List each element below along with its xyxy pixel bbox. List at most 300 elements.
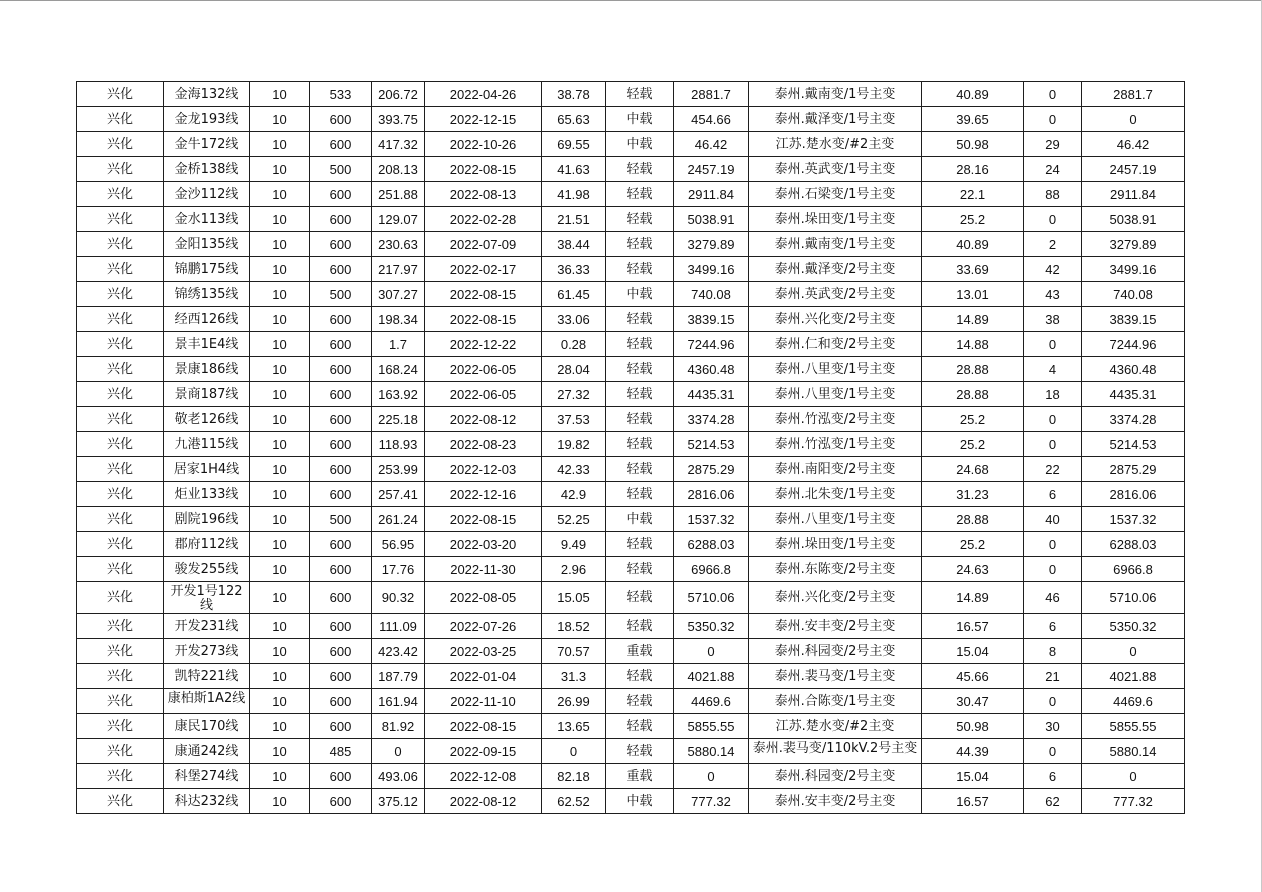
- date-cell: 2022-12-15: [425, 107, 542, 132]
- count-cell: 18: [1024, 382, 1082, 407]
- table-row: [77, 232, 1185, 257]
- capacity-cell: 600: [310, 257, 372, 282]
- line-name-cell: 骏发255线: [164, 557, 250, 582]
- line-name-cell: 金海132线: [164, 82, 250, 107]
- available-capacity-cell: 6966.8: [1082, 557, 1185, 582]
- table-row: [77, 332, 1185, 357]
- region-cell: 兴化: [77, 307, 164, 332]
- transformer-load-cell: 14.89: [922, 582, 1024, 614]
- transformer-load-cell: 14.88: [922, 332, 1024, 357]
- table-row: [77, 257, 1185, 282]
- date-cell: 2022-08-15: [425, 507, 542, 532]
- voltage-cell: 10: [250, 107, 310, 132]
- line-name-cell: 敬老126线: [164, 407, 250, 432]
- count-cell: 0: [1024, 207, 1082, 232]
- count-cell: 4: [1024, 357, 1082, 382]
- available-capacity-cell: 5350.32: [1082, 614, 1185, 639]
- load-rate-cell: 21.51: [542, 207, 606, 232]
- transformer-load-cell: 14.89: [922, 307, 1024, 332]
- region-cell: 兴化: [77, 432, 164, 457]
- margin-cell: 5350.32: [674, 614, 749, 639]
- region-cell: 兴化: [77, 639, 164, 664]
- table-row: [77, 307, 1185, 332]
- load-status-cell: 轻载: [606, 232, 674, 257]
- available-capacity-cell: 777.32: [1082, 789, 1185, 814]
- margin-cell: 4360.48: [674, 357, 749, 382]
- transformer-cell: 泰州.裴马变/110kV.2号主变: [749, 739, 922, 764]
- date-cell: 2022-09-15: [425, 739, 542, 764]
- capacity-cell: 500: [310, 282, 372, 307]
- count-cell: 2: [1024, 232, 1082, 257]
- date-cell: 2022-11-10: [425, 689, 542, 714]
- date-cell: 2022-03-25: [425, 639, 542, 664]
- margin-cell: 1537.32: [674, 507, 749, 532]
- table-row: [77, 82, 1185, 107]
- count-cell: 42: [1024, 257, 1082, 282]
- table-row: [77, 714, 1185, 739]
- region-cell: 兴化: [77, 82, 164, 107]
- region-cell: 兴化: [77, 382, 164, 407]
- load-rate-cell: 52.25: [542, 507, 606, 532]
- available-capacity-cell: 5710.06: [1082, 582, 1185, 614]
- load-cell: 493.06: [372, 764, 425, 789]
- load-status-cell: 轻载: [606, 582, 674, 614]
- load-cell: 206.72: [372, 82, 425, 107]
- region-cell: 兴化: [77, 582, 164, 614]
- line-name-cell: 金阳135线: [164, 232, 250, 257]
- load-status-cell: 中载: [606, 789, 674, 814]
- load-cell: 230.63: [372, 232, 425, 257]
- load-rate-cell: 18.52: [542, 614, 606, 639]
- voltage-cell: 10: [250, 639, 310, 664]
- load-rate-cell: 27.32: [542, 382, 606, 407]
- load-cell: 163.92: [372, 382, 425, 407]
- capacity-cell: 485: [310, 739, 372, 764]
- line-name-cell: 锦鹏175线: [164, 257, 250, 282]
- available-capacity-cell: 4021.88: [1082, 664, 1185, 689]
- date-cell: 2022-02-17: [425, 257, 542, 282]
- transformer-load-cell: 15.04: [922, 764, 1024, 789]
- voltage-cell: 10: [250, 257, 310, 282]
- load-cell: 0: [372, 739, 425, 764]
- date-cell: 2022-12-22: [425, 332, 542, 357]
- capacity-cell: 600: [310, 232, 372, 257]
- available-capacity-cell: 1537.32: [1082, 507, 1185, 532]
- load-status-cell: 轻载: [606, 82, 674, 107]
- voltage-cell: 10: [250, 582, 310, 614]
- load-status-cell: 轻载: [606, 482, 674, 507]
- margin-cell: 4469.6: [674, 689, 749, 714]
- date-cell: 2022-12-16: [425, 482, 542, 507]
- table-row: [77, 432, 1185, 457]
- load-status-cell: 轻载: [606, 532, 674, 557]
- load-rate-cell: 42.33: [542, 457, 606, 482]
- available-capacity-cell: 5214.53: [1082, 432, 1185, 457]
- capacity-cell: 600: [310, 307, 372, 332]
- region-cell: 兴化: [77, 764, 164, 789]
- load-rate-cell: 41.98: [542, 182, 606, 207]
- transformer-cell: 泰州.兴化变/2号主变: [749, 582, 922, 614]
- transformer-cell: 泰州.英武变/1号主变: [749, 157, 922, 182]
- count-cell: 30: [1024, 714, 1082, 739]
- load-status-cell: 重载: [606, 639, 674, 664]
- region-cell: 兴化: [77, 507, 164, 532]
- voltage-cell: 10: [250, 789, 310, 814]
- load-status-cell: 轻载: [606, 739, 674, 764]
- capacity-cell: 600: [310, 714, 372, 739]
- load-status-cell: 中载: [606, 132, 674, 157]
- load-rate-cell: 26.99: [542, 689, 606, 714]
- line-name-cell: 金牛172线: [164, 132, 250, 157]
- load-rate-cell: 28.04: [542, 357, 606, 382]
- count-cell: 8: [1024, 639, 1082, 664]
- available-capacity-cell: 3374.28: [1082, 407, 1185, 432]
- transformer-load-cell: 44.39: [922, 739, 1024, 764]
- transformer-cell: 泰州.北朱变/1号主变: [749, 482, 922, 507]
- load-cell: 208.13: [372, 157, 425, 182]
- count-cell: 62: [1024, 789, 1082, 814]
- available-capacity-cell: 3279.89: [1082, 232, 1185, 257]
- transformer-cell: 泰州.东陈变/2号主变: [749, 557, 922, 582]
- table-body: [77, 82, 1185, 814]
- date-cell: 2022-08-15: [425, 714, 542, 739]
- load-rate-cell: 42.9: [542, 482, 606, 507]
- margin-cell: 4435.31: [674, 382, 749, 407]
- transformer-cell: 泰州.八里变/1号主变: [749, 382, 922, 407]
- voltage-cell: 10: [250, 482, 310, 507]
- margin-cell: 2875.29: [674, 457, 749, 482]
- table-row: [77, 382, 1185, 407]
- load-rate-cell: 61.45: [542, 282, 606, 307]
- voltage-cell: 10: [250, 307, 310, 332]
- capacity-cell: 600: [310, 107, 372, 132]
- capacity-cell: 600: [310, 207, 372, 232]
- date-cell: 2022-10-26: [425, 132, 542, 157]
- voltage-cell: 10: [250, 432, 310, 457]
- line-name-cell: 凯特221线: [164, 664, 250, 689]
- table-row: [77, 557, 1185, 582]
- capacity-cell: 500: [310, 157, 372, 182]
- transformer-cell: 泰州.竹泓变/1号主变: [749, 432, 922, 457]
- transformer-load-cell: 28.88: [922, 507, 1024, 532]
- transformer-load-cell: 16.57: [922, 789, 1024, 814]
- transformer-cell: 泰州.裴马变/1号主变: [749, 664, 922, 689]
- load-status-cell: 轻载: [606, 714, 674, 739]
- transformer-load-cell: 28.88: [922, 357, 1024, 382]
- table-row: [77, 407, 1185, 432]
- table-row: [77, 157, 1185, 182]
- load-rate-cell: 38.44: [542, 232, 606, 257]
- line-name-cell: 景康186线: [164, 357, 250, 382]
- margin-cell: 5710.06: [674, 582, 749, 614]
- voltage-cell: 10: [250, 207, 310, 232]
- load-cell: 111.09: [372, 614, 425, 639]
- capacity-cell: 600: [310, 664, 372, 689]
- region-cell: 兴化: [77, 482, 164, 507]
- load-rate-cell: 82.18: [542, 764, 606, 789]
- table-row: [77, 507, 1185, 532]
- available-capacity-cell: 5038.91: [1082, 207, 1185, 232]
- available-capacity-cell: 46.42: [1082, 132, 1185, 157]
- load-status-cell: 轻载: [606, 257, 674, 282]
- available-capacity-cell: 5880.14: [1082, 739, 1185, 764]
- count-cell: 0: [1024, 739, 1082, 764]
- transformer-load-cell: 24.63: [922, 557, 1024, 582]
- voltage-cell: 10: [250, 507, 310, 532]
- margin-cell: 777.32: [674, 789, 749, 814]
- region-cell: 兴化: [77, 714, 164, 739]
- date-cell: 2022-03-20: [425, 532, 542, 557]
- load-cell: 118.93: [372, 432, 425, 457]
- line-name-cell: 金沙112线: [164, 182, 250, 207]
- line-name-cell: 科堡274线: [164, 764, 250, 789]
- load-rate-cell: 37.53: [542, 407, 606, 432]
- table-row: [77, 582, 1185, 614]
- count-cell: 0: [1024, 332, 1082, 357]
- date-cell: 2022-08-15: [425, 307, 542, 332]
- voltage-cell: 10: [250, 282, 310, 307]
- transformer-load-cell: 50.98: [922, 132, 1024, 157]
- capacity-cell: 600: [310, 482, 372, 507]
- line-name-cell: 开发231线: [164, 614, 250, 639]
- line-name-cell: 金桥138线: [164, 157, 250, 182]
- transformer-cell: 泰州.科园变/2号主变: [749, 764, 922, 789]
- load-status-cell: 轻载: [606, 557, 674, 582]
- load-rate-cell: 36.33: [542, 257, 606, 282]
- load-cell: 1.7: [372, 332, 425, 357]
- capacity-cell: 600: [310, 132, 372, 157]
- load-status-cell: 中载: [606, 107, 674, 132]
- load-cell: 423.42: [372, 639, 425, 664]
- available-capacity-cell: 0: [1082, 764, 1185, 789]
- region-cell: 兴化: [77, 357, 164, 382]
- count-cell: 6: [1024, 764, 1082, 789]
- capacity-cell: 533: [310, 82, 372, 107]
- table-row: [77, 107, 1185, 132]
- date-cell: 2022-04-26: [425, 82, 542, 107]
- available-capacity-cell: 0: [1082, 639, 1185, 664]
- date-cell: 2022-06-05: [425, 382, 542, 407]
- count-cell: 40: [1024, 507, 1082, 532]
- date-cell: 2022-08-15: [425, 157, 542, 182]
- count-cell: 6: [1024, 614, 1082, 639]
- line-name-cell: 康通242线: [164, 739, 250, 764]
- available-capacity-cell: 740.08: [1082, 282, 1185, 307]
- region-cell: 兴化: [77, 532, 164, 557]
- load-rate-cell: 69.55: [542, 132, 606, 157]
- margin-cell: 46.42: [674, 132, 749, 157]
- count-cell: 6: [1024, 482, 1082, 507]
- line-name-cell: 金龙193线: [164, 107, 250, 132]
- count-cell: 22: [1024, 457, 1082, 482]
- voltage-cell: 10: [250, 132, 310, 157]
- load-cell: 217.97: [372, 257, 425, 282]
- transformer-cell: 泰州.安丰变/2号主变: [749, 789, 922, 814]
- load-cell: 81.92: [372, 714, 425, 739]
- transformer-load-cell: 40.89: [922, 82, 1024, 107]
- line-name-cell: 金水113线: [164, 207, 250, 232]
- load-status-cell: 重载: [606, 764, 674, 789]
- margin-cell: 5214.53: [674, 432, 749, 457]
- load-status-cell: 轻载: [606, 614, 674, 639]
- load-status-cell: 轻载: [606, 457, 674, 482]
- margin-cell: 3374.28: [674, 407, 749, 432]
- load-rate-cell: 0.28: [542, 332, 606, 357]
- load-rate-cell: 70.57: [542, 639, 606, 664]
- load-rate-cell: 65.63: [542, 107, 606, 132]
- available-capacity-cell: 3499.16: [1082, 257, 1185, 282]
- region-cell: 兴化: [77, 182, 164, 207]
- load-status-cell: 轻载: [606, 432, 674, 457]
- voltage-cell: 10: [250, 457, 310, 482]
- region-cell: 兴化: [77, 282, 164, 307]
- feeder-load-table: [76, 81, 1185, 814]
- region-cell: 兴化: [77, 739, 164, 764]
- available-capacity-cell: 6288.03: [1082, 532, 1185, 557]
- margin-cell: 740.08: [674, 282, 749, 307]
- date-cell: 2022-07-09: [425, 232, 542, 257]
- date-cell: 2022-12-08: [425, 764, 542, 789]
- transformer-cell: 泰州.石梁变/1号主变: [749, 182, 922, 207]
- load-rate-cell: 62.52: [542, 789, 606, 814]
- capacity-cell: 600: [310, 532, 372, 557]
- capacity-cell: 600: [310, 382, 372, 407]
- line-name-cell: 科达232线: [164, 789, 250, 814]
- transformer-cell: 泰州.科园变/2号主变: [749, 639, 922, 664]
- region-cell: 兴化: [77, 557, 164, 582]
- load-cell: 417.32: [372, 132, 425, 157]
- voltage-cell: 10: [250, 614, 310, 639]
- margin-cell: 5855.55: [674, 714, 749, 739]
- region-cell: 兴化: [77, 457, 164, 482]
- date-cell: 2022-11-30: [425, 557, 542, 582]
- load-cell: 161.94: [372, 689, 425, 714]
- transformer-load-cell: 24.68: [922, 457, 1024, 482]
- transformer-load-cell: 13.01: [922, 282, 1024, 307]
- transformer-load-cell: 30.47: [922, 689, 1024, 714]
- load-status-cell: 中载: [606, 507, 674, 532]
- transformer-cell: 泰州.八里变/1号主变: [749, 507, 922, 532]
- region-cell: 兴化: [77, 332, 164, 357]
- transformer-cell: 泰州.兴化变/2号主变: [749, 307, 922, 332]
- count-cell: 0: [1024, 82, 1082, 107]
- count-cell: 24: [1024, 157, 1082, 182]
- region-cell: 兴化: [77, 664, 164, 689]
- load-rate-cell: 19.82: [542, 432, 606, 457]
- table-row: [77, 664, 1185, 689]
- date-cell: 2022-08-15: [425, 282, 542, 307]
- region-cell: 兴化: [77, 132, 164, 157]
- transformer-cell: 泰州.戴泽变/2号主变: [749, 257, 922, 282]
- table-row: [77, 689, 1185, 714]
- table-row: [77, 639, 1185, 664]
- transformer-cell: 泰州.合陈变/1号主变: [749, 689, 922, 714]
- line-name-cell: 郡府112线: [164, 532, 250, 557]
- transformer-load-cell: 25.2: [922, 207, 1024, 232]
- load-cell: 56.95: [372, 532, 425, 557]
- transformer-cell: 江苏.楚水变/#2主变: [749, 714, 922, 739]
- voltage-cell: 10: [250, 664, 310, 689]
- date-cell: 2022-08-23: [425, 432, 542, 457]
- line-name-cell: 开发1号122线: [164, 582, 250, 614]
- count-cell: 88: [1024, 182, 1082, 207]
- load-rate-cell: 15.05: [542, 582, 606, 614]
- capacity-cell: 600: [310, 614, 372, 639]
- load-cell: 129.07: [372, 207, 425, 232]
- voltage-cell: 10: [250, 714, 310, 739]
- load-rate-cell: 33.06: [542, 307, 606, 332]
- transformer-load-cell: 45.66: [922, 664, 1024, 689]
- transformer-load-cell: 25.2: [922, 532, 1024, 557]
- date-cell: 2022-08-13: [425, 182, 542, 207]
- margin-cell: 5038.91: [674, 207, 749, 232]
- table-row: [77, 614, 1185, 639]
- table-row: [77, 282, 1185, 307]
- transformer-load-cell: 28.16: [922, 157, 1024, 182]
- table-row: [77, 207, 1185, 232]
- line-name-cell: 康柏斯1A2线: [164, 689, 250, 714]
- line-name-cell: 景商187线: [164, 382, 250, 407]
- transformer-load-cell: 16.57: [922, 614, 1024, 639]
- margin-cell: 4021.88: [674, 664, 749, 689]
- load-cell: 198.34: [372, 307, 425, 332]
- voltage-cell: 10: [250, 689, 310, 714]
- transformer-load-cell: 15.04: [922, 639, 1024, 664]
- date-cell: 2022-08-12: [425, 789, 542, 814]
- transformer-cell: 泰州.仁和变/2号主变: [749, 332, 922, 357]
- available-capacity-cell: 2457.19: [1082, 157, 1185, 182]
- date-cell: 2022-07-26: [425, 614, 542, 639]
- table-row: [77, 789, 1185, 814]
- region-cell: 兴化: [77, 407, 164, 432]
- margin-cell: 7244.96: [674, 332, 749, 357]
- transformer-cell: 泰州.竹泓变/2号主变: [749, 407, 922, 432]
- table-row: [77, 182, 1185, 207]
- margin-cell: 5880.14: [674, 739, 749, 764]
- load-status-cell: 轻载: [606, 332, 674, 357]
- margin-cell: 2816.06: [674, 482, 749, 507]
- load-cell: 261.24: [372, 507, 425, 532]
- load-status-cell: 轻载: [606, 407, 674, 432]
- load-status-cell: 轻载: [606, 357, 674, 382]
- voltage-cell: 10: [250, 182, 310, 207]
- region-cell: 兴化: [77, 207, 164, 232]
- margin-cell: 6966.8: [674, 557, 749, 582]
- count-cell: 0: [1024, 557, 1082, 582]
- load-cell: 251.88: [372, 182, 425, 207]
- capacity-cell: 600: [310, 689, 372, 714]
- available-capacity-cell: 4360.48: [1082, 357, 1185, 382]
- voltage-cell: 10: [250, 557, 310, 582]
- voltage-cell: 10: [250, 739, 310, 764]
- page-top-border: [0, 0, 1262, 1]
- count-cell: 0: [1024, 107, 1082, 132]
- region-cell: 兴化: [77, 157, 164, 182]
- line-name-cell: 剧院196线: [164, 507, 250, 532]
- capacity-cell: 600: [310, 582, 372, 614]
- line-name-cell: 居家1H4线: [164, 457, 250, 482]
- transformer-load-cell: 22.1: [922, 182, 1024, 207]
- voltage-cell: 10: [250, 82, 310, 107]
- margin-cell: 6288.03: [674, 532, 749, 557]
- count-cell: 0: [1024, 407, 1082, 432]
- region-cell: 兴化: [77, 257, 164, 282]
- load-rate-cell: 31.3: [542, 664, 606, 689]
- date-cell: 2022-08-12: [425, 407, 542, 432]
- transformer-cell: 江苏.楚水变/#2主变: [749, 132, 922, 157]
- capacity-cell: 600: [310, 557, 372, 582]
- transformer-load-cell: 25.2: [922, 407, 1024, 432]
